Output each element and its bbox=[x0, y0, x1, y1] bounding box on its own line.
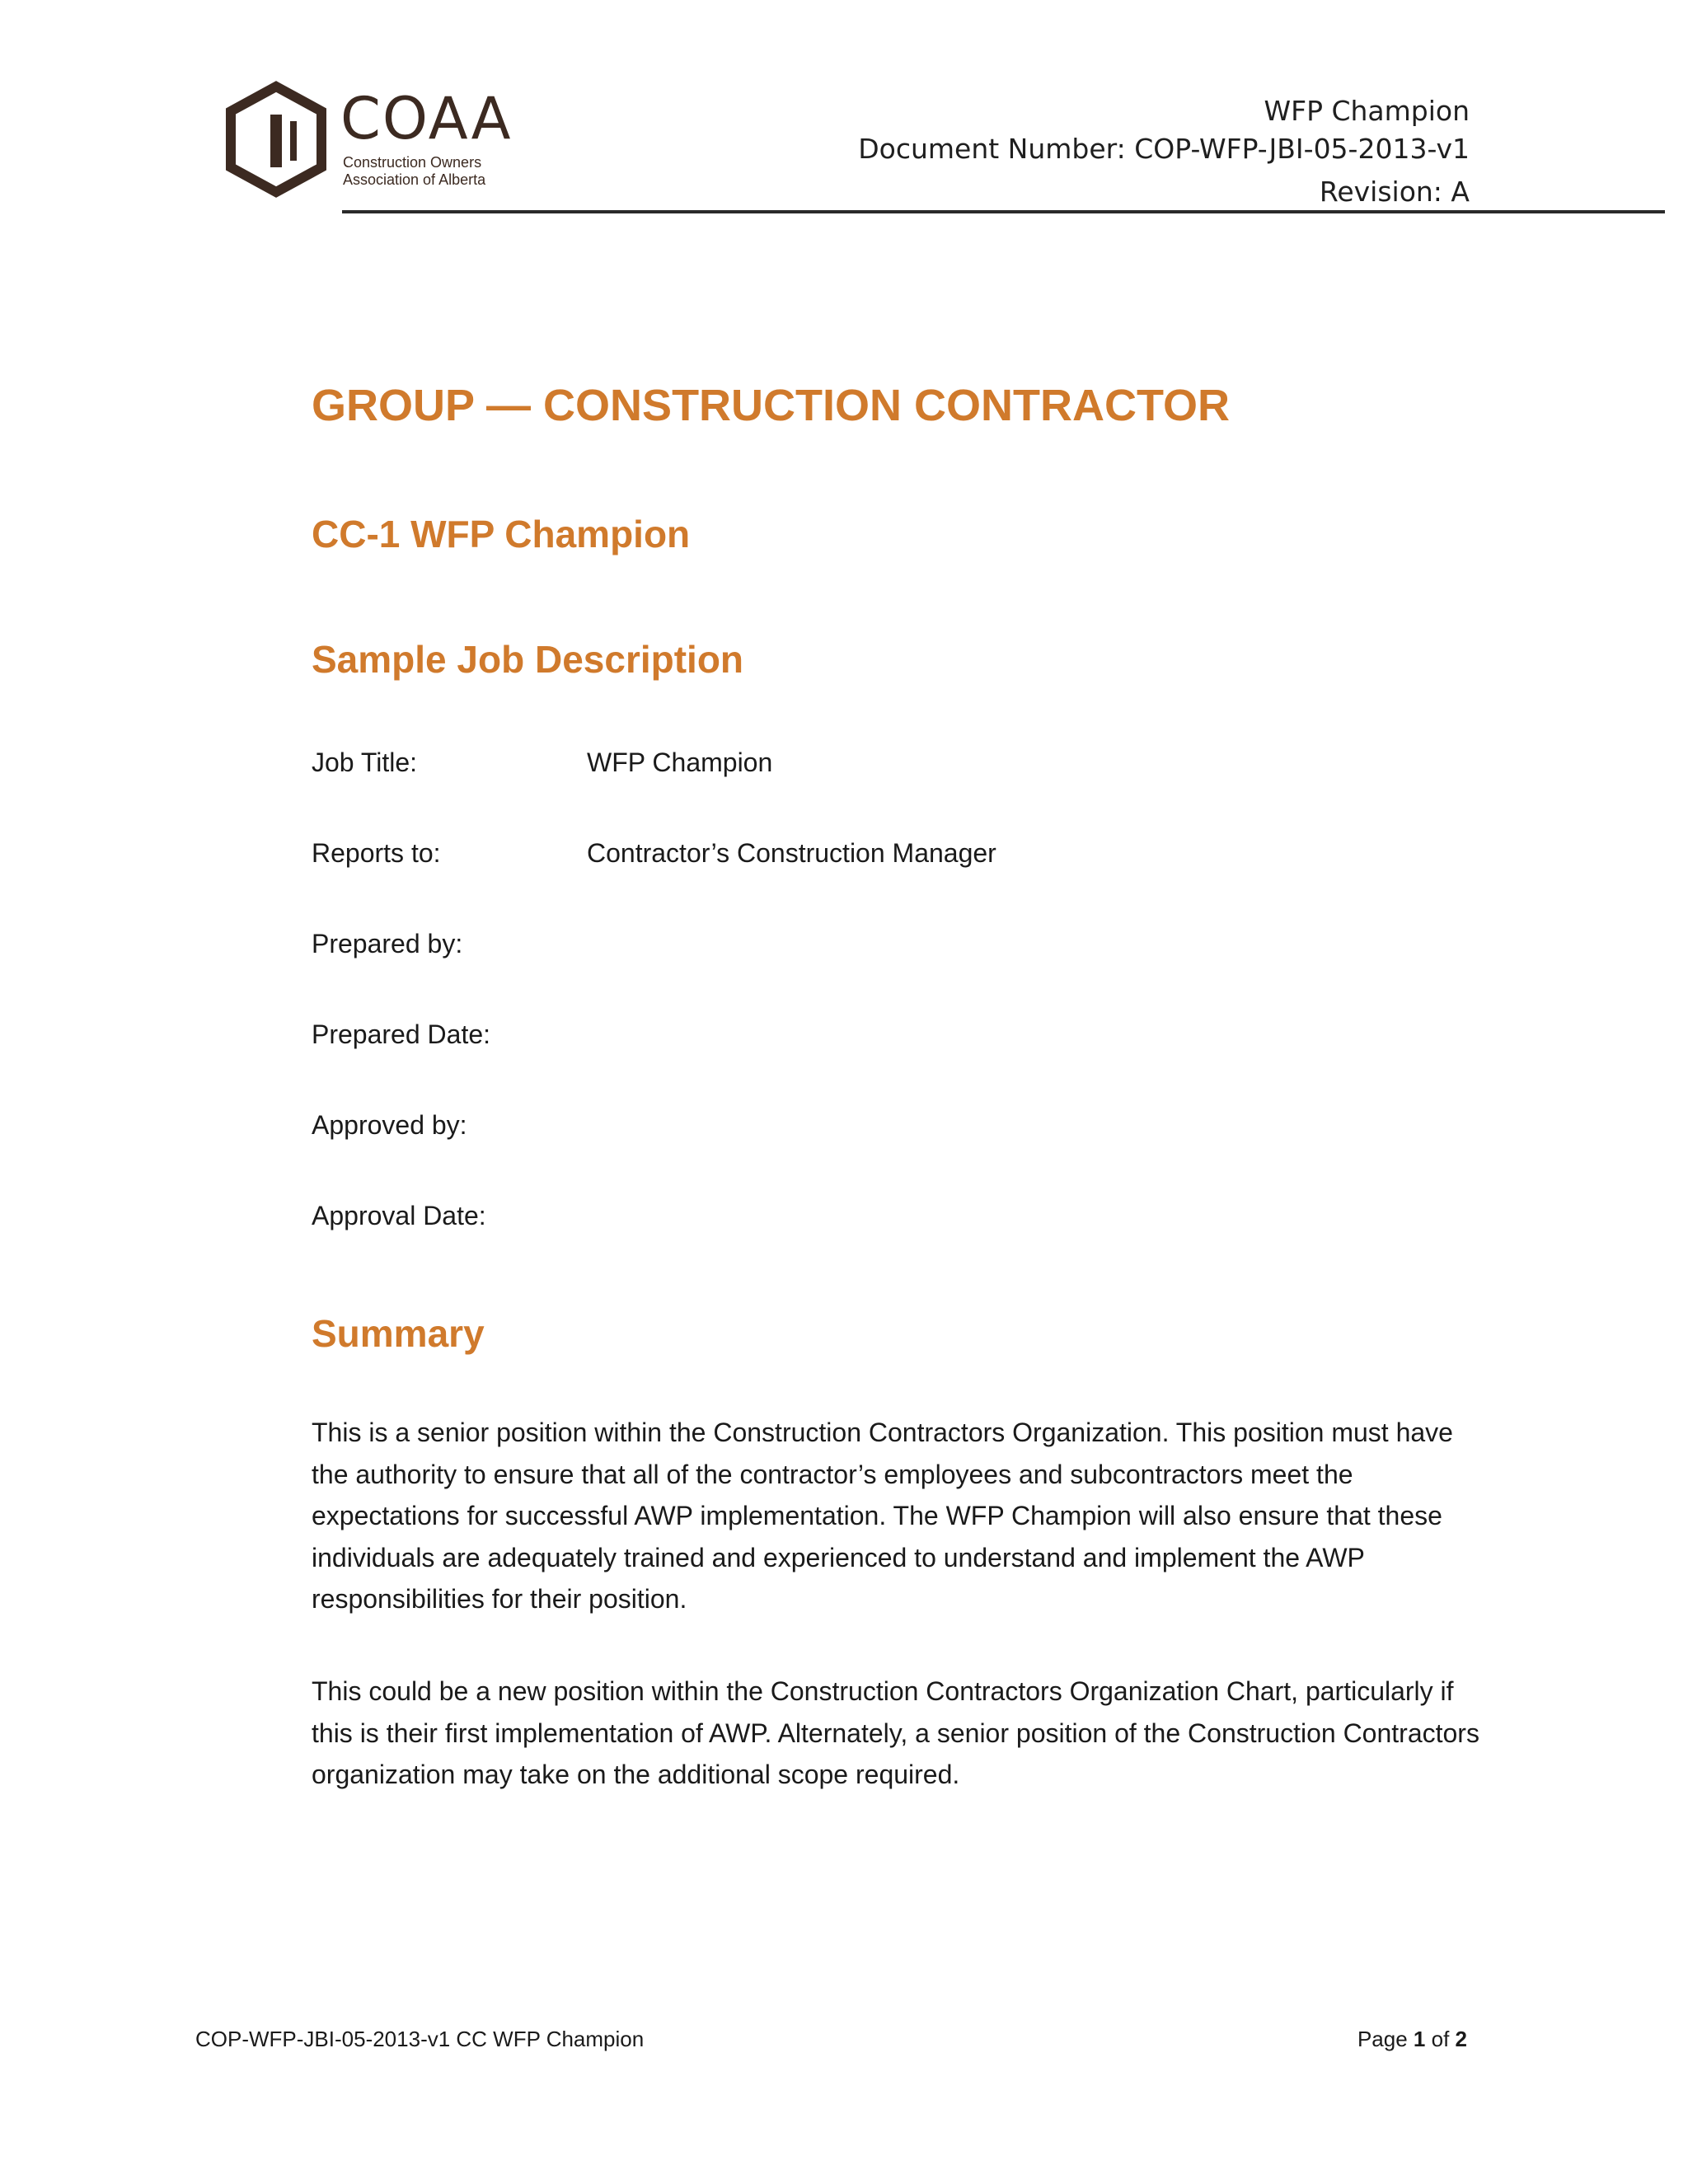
field-label: Reports to: bbox=[312, 838, 441, 868]
field-label: Prepared by: bbox=[312, 929, 463, 958]
footer-page-number bbox=[1357, 2025, 1467, 2053]
field-label: Prepared Date: bbox=[312, 1019, 491, 1049]
footer-document-label: COP-WFP-JBI-05-2013-v1 CC WFP Champion bbox=[195, 2027, 645, 2051]
field-row-approval-date bbox=[312, 1195, 1465, 1286]
footer-page-prefix: Page bbox=[1357, 2027, 1414, 2051]
field-value: Contractor’s Construction Manager bbox=[587, 838, 996, 868]
logo-subtitle bbox=[343, 154, 485, 189]
header-revision: Revision: A bbox=[1319, 176, 1470, 208]
footer-page-of: of bbox=[1425, 2027, 1456, 2051]
document-header-meta bbox=[858, 92, 1470, 211]
summary-paragraph-1: This is a senior position within the Construction Contractors Organization. This position must have the authority to ensure that all of the contractor’s employees and subcontractors meet the expectations for successful AWP implementation. The WFP Champion will also ensure that these individuals are adequately trained and experienced to understand and implement the AWP responsibilities for their position. bbox=[312, 1418, 1453, 1614]
field-label: Approval Date: bbox=[312, 1201, 486, 1230]
footer-page-total: 2 bbox=[1455, 2027, 1467, 2051]
header-doc-title: WFP Champion bbox=[1264, 95, 1470, 127]
field-row-prepared-date bbox=[312, 1014, 1465, 1104]
coaa-logo bbox=[223, 78, 513, 202]
field-row-approved-by bbox=[312, 1104, 1465, 1195]
header-document-number: Document Number: COP-WFP-JBI-05-2013-v1 bbox=[858, 133, 1470, 165]
job-fields bbox=[312, 742, 1465, 1286]
sample-job-description-heading: Sample Job Description bbox=[312, 638, 744, 681]
field-label: Approved by: bbox=[312, 1110, 467, 1140]
footer-page-current: 1 bbox=[1413, 2027, 1426, 2051]
group-heading: GROUP — CONSTRUCTION CONTRACTOR bbox=[312, 381, 1231, 430]
field-row-reports-to bbox=[312, 832, 1465, 923]
field-value: WFP Champion bbox=[587, 748, 773, 777]
logo-subtitle-line2: Association of Alberta bbox=[343, 171, 486, 188]
header-divider bbox=[342, 210, 1665, 213]
summary-paragraph-2: This could be a new position within the Construction Contractors Organization Chart, particularly if this is their first implementation of AWP. Alternately, a senior position of the Construction Contractors organization may take on the additional scope required. bbox=[312, 1676, 1479, 1789]
field-row-prepared-by bbox=[312, 923, 1465, 1014]
logo-subtitle-line1: Construction Owners bbox=[343, 154, 482, 171]
field-row-job-title bbox=[312, 742, 1465, 832]
summary-heading: Summary bbox=[312, 1312, 485, 1355]
logo-wordmark: COAA bbox=[340, 85, 513, 152]
field-label: Job Title: bbox=[312, 748, 418, 777]
role-heading: CC-1 WFP Champion bbox=[312, 513, 691, 555]
hexagon-logo-icon bbox=[223, 78, 330, 202]
